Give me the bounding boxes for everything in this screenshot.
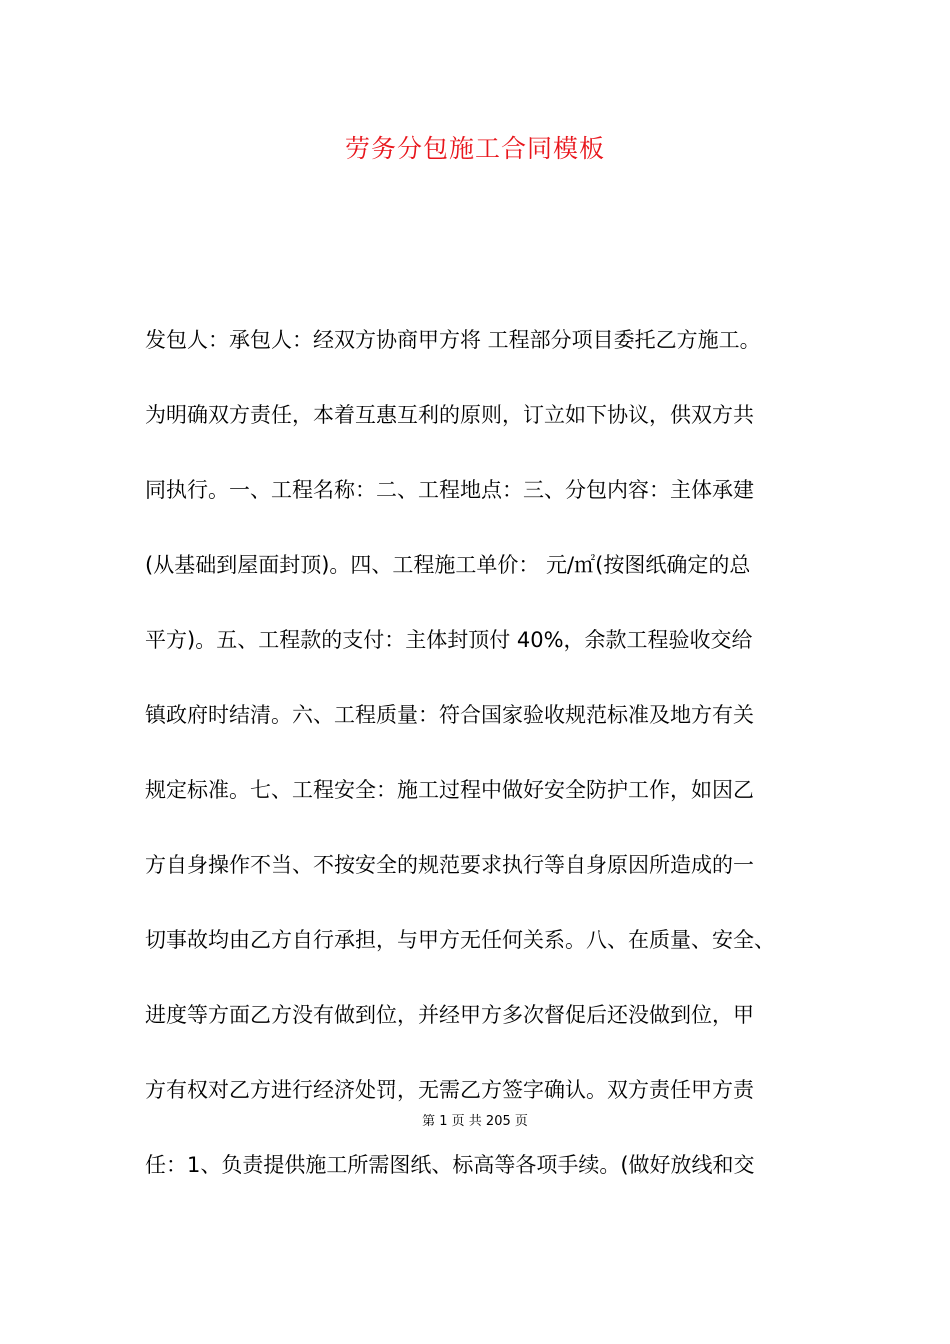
body-line: 进度等方面乙方没有做到位，并经甲方多次督促后还没做到位，甲 xyxy=(145,1003,754,1027)
document-body xyxy=(145,322,775,1222)
body-line: 方有权对乙方进行经济处罚，无需乙方签字确认。双方责任甲方责 xyxy=(145,1078,754,1102)
body-line: 任：1、负责提供施工所需图纸、标高等各项手续。(做好放线和交 xyxy=(145,1153,755,1177)
body-line: 为明确双方责任，本着互惠互利的原则，订立如下协议，供双方共 xyxy=(145,403,754,427)
body-line: (从基础到屋面封顶)。四、工程施工单价： 元/㎡(按图纸确定的总 xyxy=(145,553,751,577)
page-footer: 第 1 页 共 205 页 xyxy=(422,1114,528,1129)
body-line: 发包人：承包人：经双方协商甲方将 工程部分项目委托乙方施工。 xyxy=(145,328,761,352)
body-line: 方自身操作不当、不按安全的规范要求执行等自身原因所造成的一 xyxy=(145,853,754,877)
document-title: 劳务分包施工合同模板 xyxy=(344,134,605,163)
body-line: 同执行。一、工程名称：二、工程地点：三、分包内容：主体承建 xyxy=(145,478,754,502)
body-line: 切事故均由乙方自行承担，与甲方无任何关系。八、在质量、安全、 xyxy=(145,928,775,952)
body-line: 规定标准。七、工程安全：施工过程中做好安全防护工作，如因乙 xyxy=(145,778,754,802)
body-line: 平方)。五、工程款的支付：主体封顶付 40%，余款工程验收交给 xyxy=(145,628,753,652)
body-line: 镇政府时结清。六、工程质量：符合国家验收规范标准及地方有关 xyxy=(145,703,754,727)
